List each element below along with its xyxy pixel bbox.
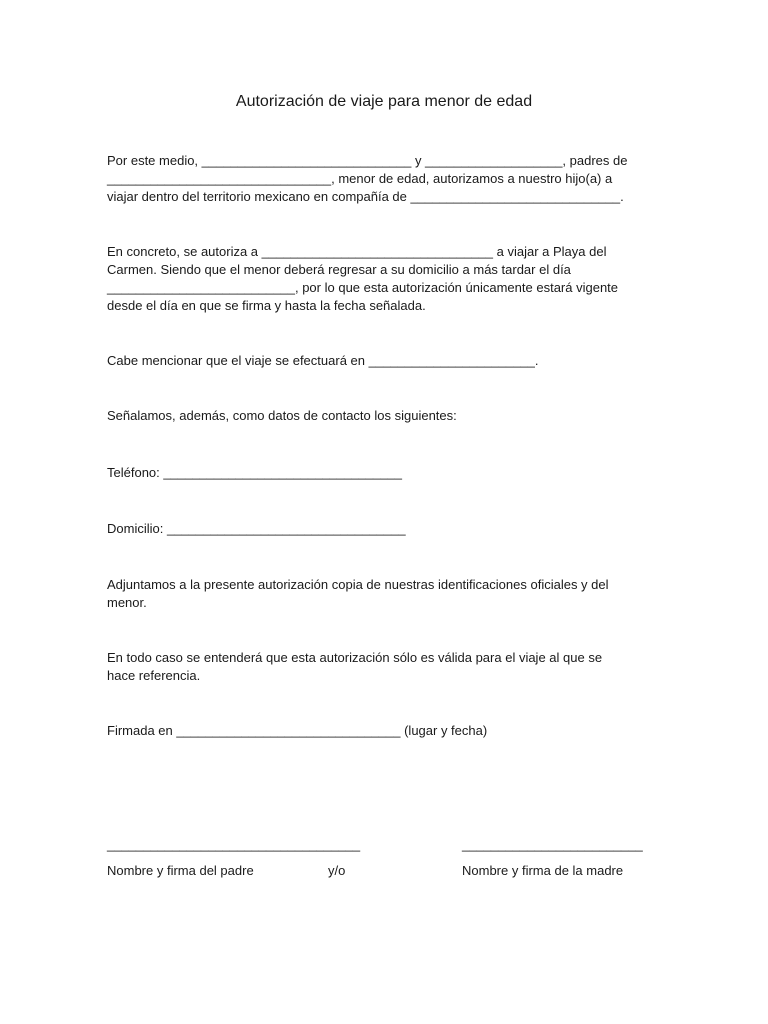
signed-at-line: Firmada en _______________________________ (lugar y fecha) — [107, 723, 488, 738]
intro-line-1: Por este medio, _____________________________ y ___________________, padres de — [107, 153, 628, 168]
trip-dates-line: Cabe mencionar que el viaje se efectuará en _______________________. — [107, 353, 539, 368]
attachments-line-1: Adjuntamos a la presente autorización copia de nuestras identificaciones oficiales y del — [107, 577, 609, 592]
father-signature-label: Nombre y firma del padre — [107, 863, 254, 878]
phone-line: Teléfono: _________________________________ — [107, 465, 402, 480]
authorization-line-1: En concreto, se autoriza a ________________________________ a viajar a Playa del — [107, 244, 607, 259]
father-signature-line: ___________________________________ — [107, 837, 361, 852]
authorization-paragraph — [107, 243, 667, 315]
address-line: Domicilio: _________________________________ — [107, 521, 406, 536]
phone-field — [107, 464, 667, 482]
validity-line-2: hace referencia. — [107, 668, 201, 683]
contact-intro-line: Señalamos, además, como datos de contacto los siguientes: — [107, 408, 457, 423]
mother-signature-line: _________________________ — [462, 837, 643, 852]
intro-paragraph — [107, 152, 667, 206]
validity-line-1: En todo caso se entenderá que esta autorización sólo es válida para el viaje al que se — [107, 650, 603, 665]
document-title: Autorización de viaje para menor de edad — [235, 93, 533, 110]
intro-line-2: _______________________________, menor de edad, autorizamos a nuestro hijo(a) a — [107, 171, 613, 186]
authorization-line-4: desde el día en que se firma y hasta la fecha señalada. — [107, 298, 426, 313]
intro-line-3: viajar dentro del territorio mexicano en compañía de _____________________________. — [107, 189, 624, 204]
contact-intro-paragraph — [107, 407, 667, 425]
mother-signature-label: Nombre y firma de la madre — [462, 863, 624, 878]
signature-conjunction: y/o — [328, 863, 346, 878]
attachments-line-2: menor. — [107, 595, 147, 610]
authorization-line-2: Carmen. Siendo que el menor deberá regresar a su domicilio a más tardar el día — [107, 262, 571, 277]
validity-paragraph — [107, 649, 667, 685]
attachments-paragraph — [107, 576, 667, 612]
address-field — [107, 520, 667, 538]
signed-at-field — [107, 722, 667, 740]
trip-dates-paragraph — [107, 352, 667, 370]
authorization-line-3: __________________________, por lo que esta autorización únicamente estará vigente — [107, 280, 619, 295]
